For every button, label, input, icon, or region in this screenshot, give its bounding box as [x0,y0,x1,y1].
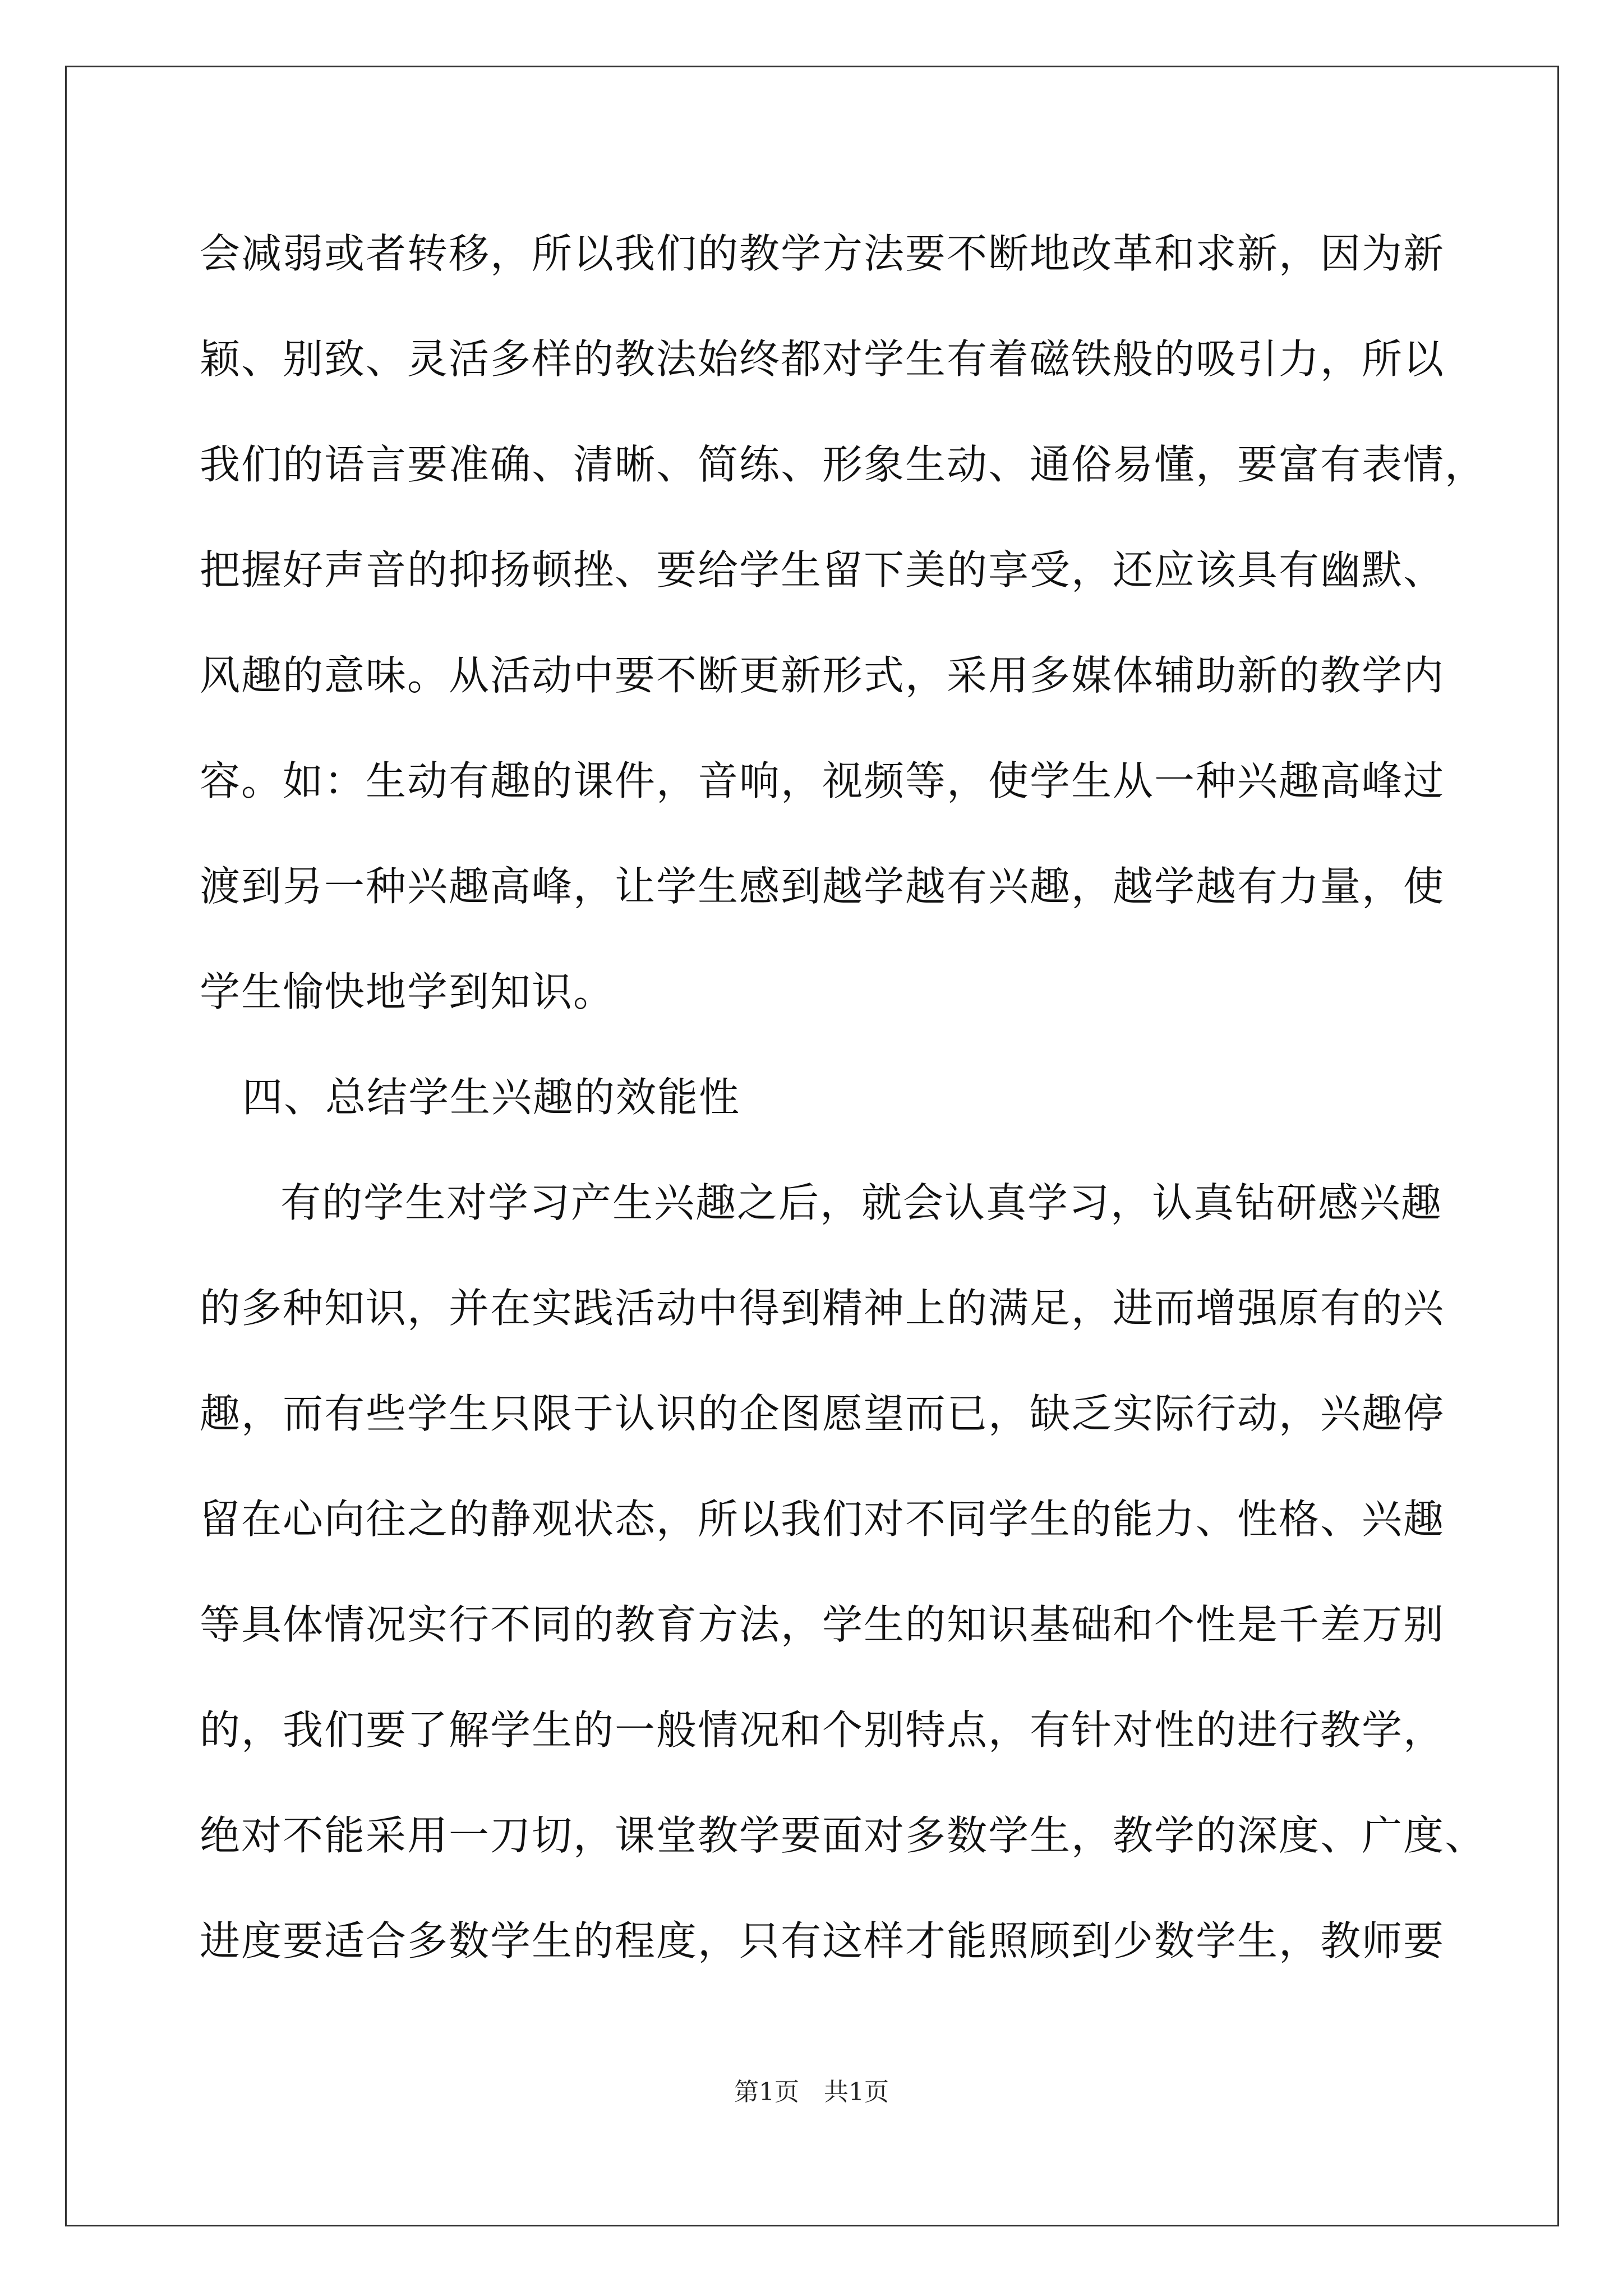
body-line: 等具体情况实行不同的教育方法，学生的知识基础和个性是千差万别 [200,1601,1445,1648]
body-line: 颖、别致、灵活多样的教法始终都对学生有着磁铁般的吸引力，所以 [200,335,1445,383]
body-line: 会减弱或者转移，所以我们的教学方法要不断地改革和求新，因为新 [200,230,1445,277]
section-heading: 四、总结学生兴趣的效能性 [242,1074,741,1121]
body-line: 学生愉快地学到知识。 [200,968,615,1015]
body-line: 进度要适合多数学生的程度，只有这样才能照顾到少数学生，教师要 [200,1917,1445,1964]
body-line: 容。如：生动有趣的课件，音响，视频等，使学生从一种兴趣高峰过 [200,757,1445,804]
body-line: 我们的语言要准确、清晰、简练、形象生动、通俗易懂，要富有表情， [200,441,1487,488]
paragraph-first-line: 有的学生对学习产生兴趣之后，就会认真学习，认真钻研感兴趣 [280,1179,1443,1226]
page-number: 第1页 共1页 [734,2078,889,2106]
page-border [65,66,1559,2226]
body-line: 把握好声音的抑扬顿挫、要给学生留下美的享受，还应该具有幽默、 [200,546,1445,593]
body-line: 留在心向往之的静观状态，所以我们对不同学生的能力、性格、兴趣 [200,1496,1445,1543]
body-line: 风趣的意味。从活动中要不断更新形式，采用多媒体辅助新的教学内 [200,652,1445,699]
body-line: 的，我们要了解学生的一般情况和个别特点，有针对性的进行教学， [200,1706,1445,1754]
body-line: 趣，而有些学生只限于认识的企图愿望而已，缺乏实际行动，兴趣停 [200,1390,1445,1437]
body-line: 绝对不能采用一刀切，课堂教学要面对多数学生，教学的深度、广度、 [200,1812,1487,1859]
page-footer [0,2076,1623,2109]
body-line: 渡到另一种兴趣高峰，让学生感到越学越有兴趣，越学越有力量，使 [200,863,1445,910]
body-line: 的多种知识，并在实践活动中得到精神上的满足，进而增强原有的兴 [200,1285,1445,1332]
